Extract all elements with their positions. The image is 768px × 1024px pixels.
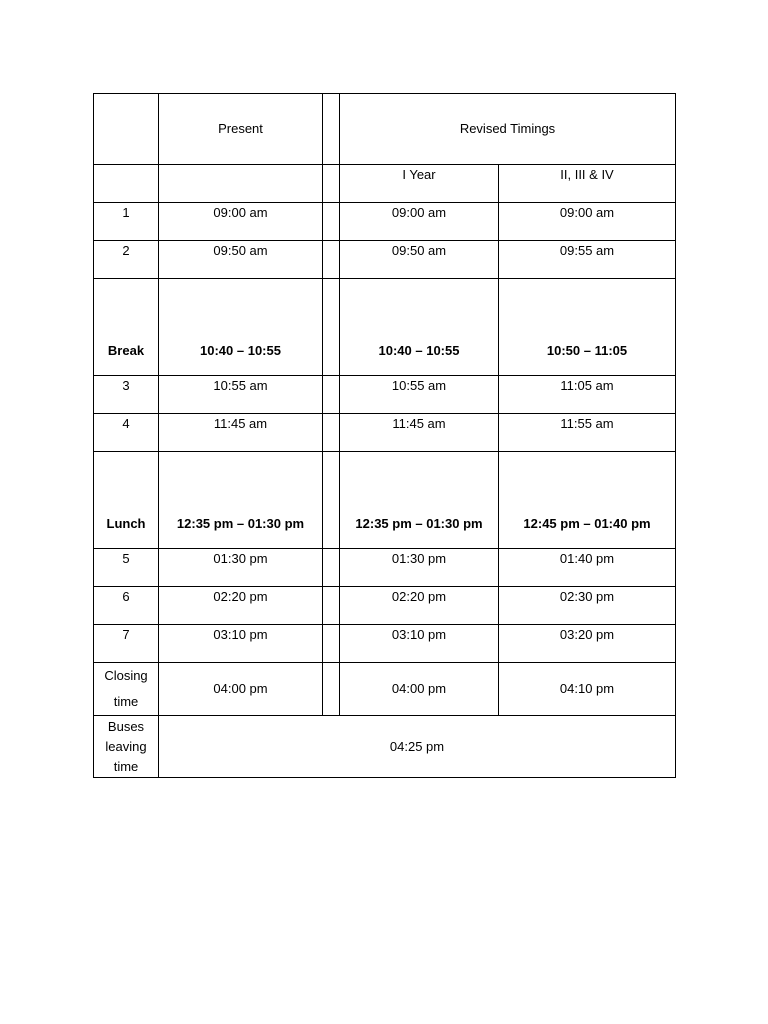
separator-cell <box>323 241 340 279</box>
year234-time: 01:40 pm <box>499 549 676 587</box>
closing-label <box>94 663 159 716</box>
table-row <box>94 625 676 663</box>
buses-label-line1: Buses <box>107 718 145 734</box>
subheader-row <box>94 165 676 203</box>
year1-time: 02:20 pm <box>340 587 499 625</box>
subheader-year234: II, III & IV <box>499 165 676 203</box>
closing-label-line2: time <box>113 694 139 709</box>
closing-row <box>94 663 676 716</box>
present-lunch-time: 12:35 pm – 01:30 pm <box>159 452 323 549</box>
present-time: 10:55 am <box>159 376 323 414</box>
separator-cell <box>323 549 340 587</box>
table-row <box>94 376 676 414</box>
buses-label <box>94 716 159 778</box>
separator-cell <box>323 165 340 203</box>
buses-leaving-time: 04:25 pm <box>159 716 676 778</box>
year234-time: 09:00 am <box>499 203 676 241</box>
header-row <box>94 94 676 165</box>
closing-label-line1: Closing <box>104 668 148 683</box>
year1-time: 09:00 am <box>340 203 499 241</box>
subheader-year1: I Year <box>340 165 499 203</box>
break-label: Break <box>94 279 159 376</box>
header-present: Present <box>159 94 323 165</box>
present-time: 03:10 pm <box>159 625 323 663</box>
present-closing-time: 04:00 pm <box>159 663 323 716</box>
subheader-empty-cell <box>94 165 159 203</box>
period-label: 2 <box>94 241 159 279</box>
year234-lunch-time: 12:45 pm – 01:40 pm <box>499 452 676 549</box>
year234-time: 02:30 pm <box>499 587 676 625</box>
lunch-label: Lunch <box>94 452 159 549</box>
year1-closing-time: 04:00 pm <box>340 663 499 716</box>
separator-cell <box>323 94 340 165</box>
period-label: 4 <box>94 414 159 452</box>
present-time: 02:20 pm <box>159 587 323 625</box>
table-row <box>94 414 676 452</box>
break-row <box>94 279 676 376</box>
separator-cell <box>323 625 340 663</box>
year234-time: 11:55 am <box>499 414 676 452</box>
year1-time: 09:50 am <box>340 241 499 279</box>
period-label: 3 <box>94 376 159 414</box>
separator-cell <box>323 587 340 625</box>
buses-label-line2: leaving <box>105 738 147 754</box>
year1-break-time: 10:40 – 10:55 <box>340 279 499 376</box>
table-row <box>94 549 676 587</box>
separator-cell <box>323 452 340 549</box>
year234-closing-time: 04:10 pm <box>499 663 676 716</box>
year1-time: 11:45 am <box>340 414 499 452</box>
year1-time: 10:55 am <box>340 376 499 414</box>
separator-cell <box>323 376 340 414</box>
header-empty-cell <box>94 94 159 165</box>
separator-cell <box>323 203 340 241</box>
present-break-time: 10:40 – 10:55 <box>159 279 323 376</box>
period-label: 6 <box>94 587 159 625</box>
year234-time: 11:05 am <box>499 376 676 414</box>
year1-time: 01:30 pm <box>340 549 499 587</box>
year234-time: 03:20 pm <box>499 625 676 663</box>
present-time: 09:50 am <box>159 241 323 279</box>
buses-label-line3: time <box>113 758 139 774</box>
period-label: 5 <box>94 549 159 587</box>
period-label: 1 <box>94 203 159 241</box>
table-row <box>94 203 676 241</box>
table-row <box>94 587 676 625</box>
lunch-row <box>94 452 676 549</box>
separator-cell <box>323 279 340 376</box>
period-label: 7 <box>94 625 159 663</box>
separator-cell <box>323 414 340 452</box>
table-row <box>94 241 676 279</box>
buses-row <box>94 716 676 778</box>
year234-break-time: 10:50 – 11:05 <box>499 279 676 376</box>
separator-cell <box>323 663 340 716</box>
present-time: 11:45 am <box>159 414 323 452</box>
present-time: 01:30 pm <box>159 549 323 587</box>
year1-lunch-time: 12:35 pm – 01:30 pm <box>340 452 499 549</box>
present-time: 09:00 am <box>159 203 323 241</box>
year1-time: 03:10 pm <box>340 625 499 663</box>
subheader-empty-cell <box>159 165 323 203</box>
year234-time: 09:55 am <box>499 241 676 279</box>
timetable <box>93 93 676 778</box>
header-revised-timings: Revised Timings <box>340 94 676 165</box>
